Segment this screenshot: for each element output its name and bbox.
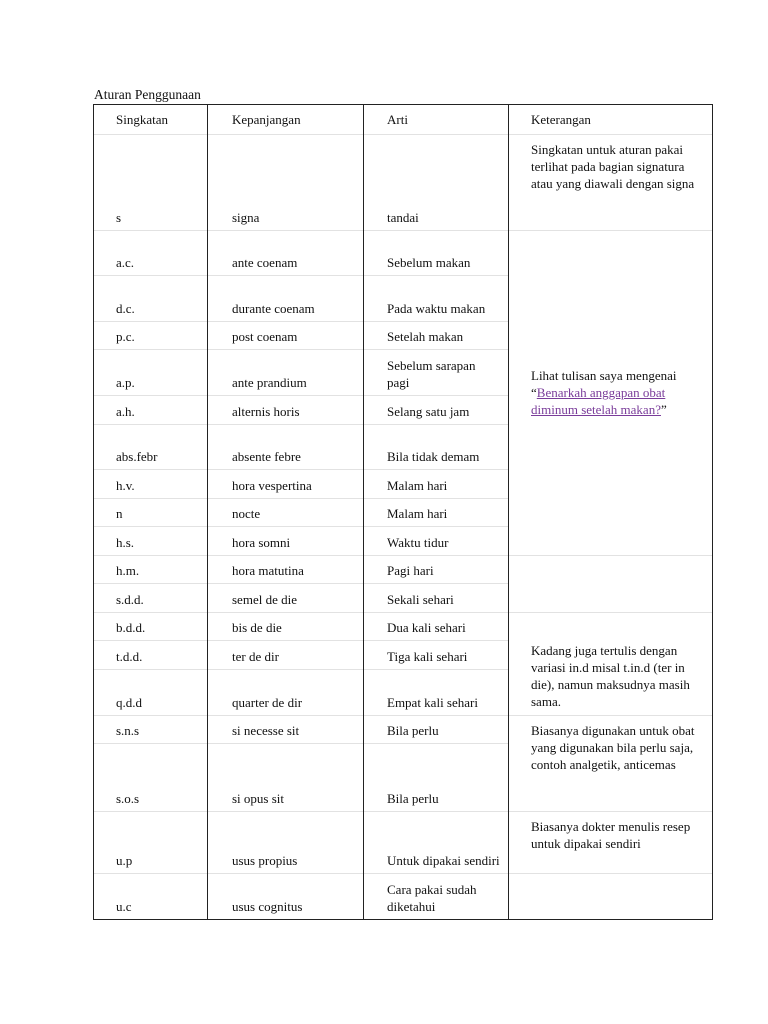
meaning-cell: tandai [364,135,509,231]
full-cell: semel de die [208,584,364,613]
abbr-cell: s.d.d. [94,584,208,613]
abbr-cell: n [94,499,208,527]
abbr-cell: s.o.s [94,744,208,812]
note-variasi: Kadang juga tertulis dengan variasi in.d misal t.in.d (ter in die), namun maksudnya masih sama. [509,613,713,716]
article-link[interactable]: Benarkah anggapan obat diminum setelah makan? [531,384,666,417]
table-row [94,556,713,584]
full-cell: si necesse sit [208,716,364,744]
abbr-cell: a.p. [94,350,208,396]
meaning-cell: Empat kali sehari [364,670,509,716]
abbreviation-table [93,104,713,920]
note-lihat-cell [509,231,713,556]
full-cell: hora matutina [208,556,364,584]
full-cell: alternis horis [208,396,364,425]
full-cell: ante prandium [208,350,364,396]
abbr-cell: b.d.d. [94,613,208,641]
full-cell: nocte [208,499,364,527]
abbr-cell: s [94,135,208,231]
meaning-cell: Pada waktu makan [364,276,509,322]
abbr-cell: a.c. [94,231,208,276]
meaning-cell: Pagi hari [364,556,509,584]
note-empty [509,874,713,920]
meaning-cell: Waktu tidur [364,527,509,556]
abbr-cell: s.n.s [94,716,208,744]
meaning-cell: Setelah makan [364,322,509,350]
header-singkatan: Singkatan [94,105,208,135]
abbr-cell: p.c. [94,322,208,350]
note-signa: Singkatan untuk aturan pakai terlihat pada bagian signatura atau yang diawali dengan signa [509,135,713,231]
meaning-cell: Cara pakai sudah diketahui [364,874,509,920]
full-cell: quarter de dir [208,670,364,716]
abbr-cell: h.m. [94,556,208,584]
abbr-cell: t.d.d. [94,641,208,670]
full-cell: ante coenam [208,231,364,276]
abbr-cell: h.s. [94,527,208,556]
meaning-cell: Bila perlu [364,716,509,744]
meaning-cell: Tiga kali sehari [364,641,509,670]
abbr-cell: u.c [94,874,208,920]
meaning-cell: Sebelum makan [364,231,509,276]
note-lihat-suffix: ” [660,401,667,417]
meaning-cell: Malam hari [364,470,509,499]
full-cell: post coenam [208,322,364,350]
abbr-cell: h.v. [94,470,208,499]
full-cell: absente febre [208,425,364,470]
abbr-cell: u.p [94,812,208,874]
full-cell: usus cognitus [208,874,364,920]
note-empty [509,556,713,613]
meaning-cell: Dua kali sehari [364,613,509,641]
table-row [94,716,713,744]
abbr-cell: q.d.d [94,670,208,716]
table-row [94,613,713,641]
abbr-cell: d.c. [94,276,208,322]
table-row [94,874,713,920]
abbr-cell: abs.febr [94,425,208,470]
header-keterangan: Keterangan [509,105,713,135]
note-sns: Biasanya digunakan untuk obat yang digunakan bila perlu saja, contoh analgetik, anticemas [509,716,713,812]
table-row [94,231,713,276]
table-row [94,135,713,231]
meaning-cell: Bila tidak demam [364,425,509,470]
document-title: Aturan Penggunaan [94,87,201,102]
full-cell: bis de die [208,613,364,641]
meaning-cell: Malam hari [364,499,509,527]
header-kepanjangan: Kepanjangan [208,105,364,135]
meaning-cell: Untuk dipakai sendiri [364,812,509,874]
table-header-row [94,105,713,135]
note-up: Biasanya dokter menulis resep untuk dipakai sendiri [509,812,713,874]
header-arti: Arti [364,105,509,135]
meaning-cell: Selang satu jam [364,396,509,425]
abbr-cell: a.h. [94,396,208,425]
full-cell: ter de dir [208,641,364,670]
full-cell: hora somni [208,527,364,556]
meaning-cell: Sebelum sarapan pagi [364,350,509,396]
full-cell: hora vespertina [208,470,364,499]
full-cell: durante coenam [208,276,364,322]
table-row [94,812,713,874]
meaning-cell: Sekali sehari [364,584,509,613]
note-lihat-prefix: Lihat tulisan saya mengenai “ [531,367,677,400]
full-cell: usus propius [208,812,364,874]
full-cell: si opus sit [208,744,364,812]
meaning-cell: Bila perlu [364,744,509,812]
full-cell: signa [208,135,364,231]
